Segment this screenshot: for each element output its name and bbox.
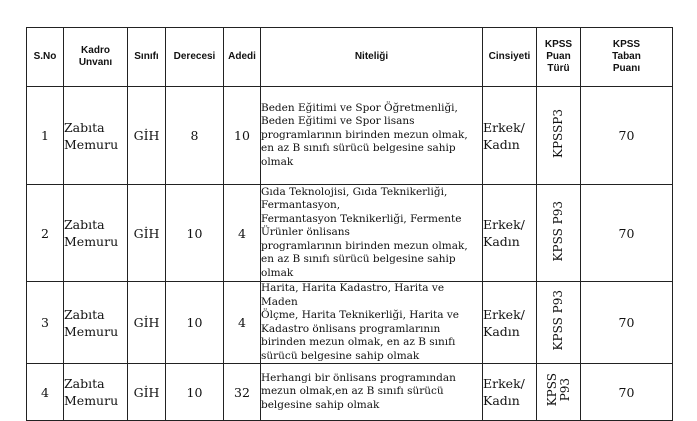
adedi-cell: 4	[224, 185, 261, 282]
sno-cell: 1	[27, 87, 64, 185]
kpss-puan-turu-cell: KPSS P93	[537, 364, 581, 421]
kpss-puan-turu-cell: KPSSP3	[537, 87, 581, 185]
kadro-unvani-cell: Zabıta Memuru	[64, 364, 128, 421]
table-row	[27, 282, 673, 364]
kadro-table	[26, 27, 673, 421]
header-sno: S.No	[27, 28, 64, 87]
header-adedi: Adedi	[224, 28, 261, 87]
header-kpss-puan-turu: KPSS Puan Türü	[537, 28, 581, 87]
sinifi-cell: GİH	[128, 364, 166, 421]
cinsiyet-cell: Erkek/ Kadın	[483, 87, 537, 185]
cinsiyet-cell: Erkek/ Kadın	[483, 364, 537, 421]
cinsiyet-cell: Erkek/ Kadın	[483, 282, 537, 364]
header-derecesi: Derecesi	[166, 28, 224, 87]
header-kadro-unvani: Kadro Unvanı	[64, 28, 128, 87]
sno-cell: 4	[27, 364, 64, 421]
adedi-cell: 10	[224, 87, 261, 185]
taban-puani-cell: 70	[581, 282, 673, 364]
kpss-puan-turu-cell: KPSS P93	[537, 185, 581, 282]
header-cinsiyeti: Cinsiyeti	[483, 28, 537, 87]
cinsiyet-cell: Erkek/ Kadın	[483, 185, 537, 282]
header-sinifi: Sınıfı	[128, 28, 166, 87]
table-row	[27, 364, 673, 421]
derecesi-cell: 10	[166, 185, 224, 282]
header-row	[27, 28, 673, 87]
nitelik-cell: Herhangi bir önlisans programından mezun olmak,en az B sınıfı sürücü belgesine sahip olmak	[261, 364, 483, 421]
taban-puani-cell: 70	[581, 364, 673, 421]
kadro-unvani-cell: Zabıta Memuru	[64, 282, 128, 364]
sinifi-cell: GİH	[128, 185, 166, 282]
nitelik-cell: Beden Eğitimi ve Spor Öğretmenliği, Beden Eğitimi ve Spor lisans programlarının birinden mezun olmak, en az B sınıfı sürücü belgesine sahip olmak	[261, 87, 483, 185]
table-row	[27, 185, 673, 282]
sno-cell: 3	[27, 282, 64, 364]
taban-puani-cell: 70	[581, 185, 673, 282]
nitelik-cell: Gıda Teknolojisi, Gıda Teknikerliği, Fermantasyon, Fermantasyon Teknikerliği, Fermente Ürünler önlisans programlarının birinden mezun olmak, en az B sınıfı sürücü belgesine sahip olmak	[261, 185, 483, 282]
adedi-cell: 32	[224, 364, 261, 421]
header-niteligi: Niteliği	[261, 28, 483, 87]
kadro-unvani-cell: Zabıta Memuru	[64, 87, 128, 185]
sinifi-cell: GİH	[128, 282, 166, 364]
taban-puani-cell: 70	[581, 87, 673, 185]
sno-cell: 2	[27, 185, 64, 282]
sinifi-cell: GİH	[128, 87, 166, 185]
derecesi-cell: 10	[166, 364, 224, 421]
derecesi-cell: 8	[166, 87, 224, 185]
table-row	[27, 87, 673, 185]
header-kpss-taban-puani: KPSS Taban Puanı	[581, 28, 673, 87]
kpss-puan-turu-cell: KPSS P93	[537, 282, 581, 364]
nitelik-cell: Harita, Harita Kadastro, Harita ve Maden Ölçme, Harita Teknikerliği, Harita ve Kadastro önlisans programlarının birinden mezun olmak, en az B sınıfı sürücü belgesine sahip olmak	[261, 282, 483, 364]
kadro-unvani-cell: Zabıta Memuru	[64, 185, 128, 282]
derecesi-cell: 10	[166, 282, 224, 364]
adedi-cell: 4	[224, 282, 261, 364]
